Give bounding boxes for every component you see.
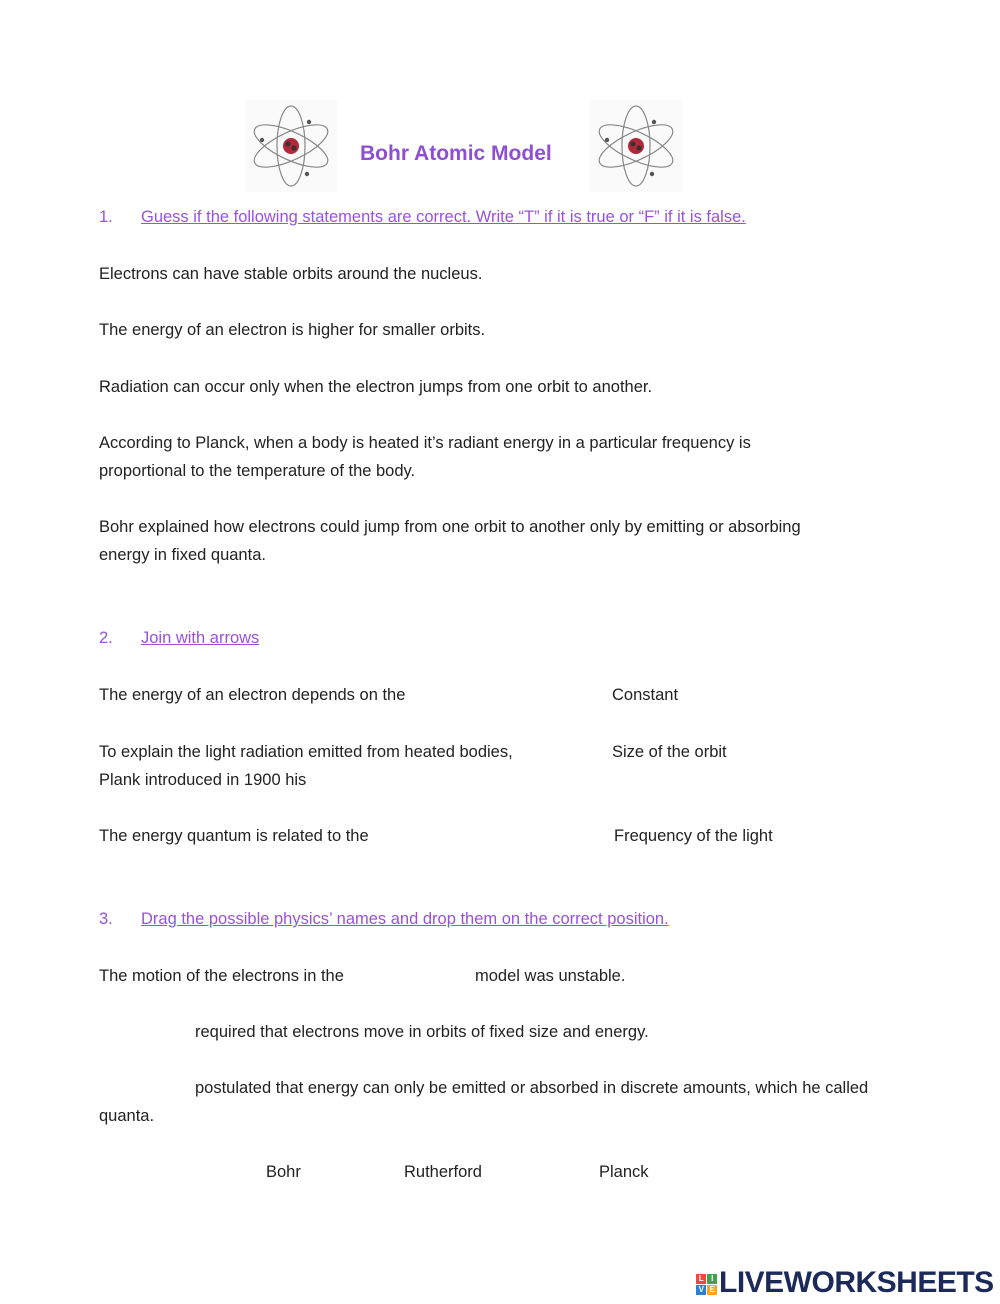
section3-instruction: Drag the possible physics’ names and drop them on the correct position. <box>141 910 669 928</box>
sentence-2: required that electrons move in orbits of fixed size and energy. <box>195 1023 649 1041</box>
drop-zone-1[interactable] <box>358 962 468 990</box>
atom-icon-right <box>590 100 682 192</box>
atom-icon <box>590 100 682 192</box>
sentence-3-line1: postulated that energy can only be emitted or absorbed in discrete amounts, which he called <box>195 1079 869 1097</box>
logo-badge-icon <box>696 1274 717 1295</box>
statement-2: The energy of an electron is higher for smaller orbits. <box>99 321 486 339</box>
logo-badge-l: L <box>696 1274 706 1284</box>
draggable-name-rutherford[interactable]: Rutherford <box>404 1163 482 1181</box>
draggable-name-bohr[interactable]: Bohr <box>266 1163 301 1181</box>
section3-heading <box>99 910 959 934</box>
section1-heading <box>99 208 959 232</box>
statement-3: Radiation can occur only when the electron jumps from one orbit to another. <box>99 378 653 396</box>
statement-5-line2: energy in fixed quanta. <box>99 546 266 564</box>
section2-heading <box>99 629 499 653</box>
liveworksheets-logo <box>696 1266 994 1300</box>
section1-number: 1. <box>99 208 113 226</box>
sentence-1-start: The motion of the electrons in the <box>99 967 344 985</box>
sentence-1-end: model was unstable. <box>475 967 626 985</box>
join-left-2-line1: To explain the light radiation emitted from heated bodies, <box>99 743 513 761</box>
draggable-name-planck[interactable]: Planck <box>599 1163 649 1181</box>
join-right-2[interactable]: Size of the orbit <box>612 743 727 761</box>
drop-zone-2[interactable] <box>99 1018 189 1046</box>
statement-1: Electrons can have stable orbits around the nucleus. <box>99 265 483 283</box>
statement-4-line1: According to Planck, when a body is heated it’s radiant energy in a particular frequency is <box>99 434 751 452</box>
section2-number: 2. <box>99 629 113 647</box>
logo-badge-i: I <box>707 1274 717 1284</box>
page-title: Bohr Atomic Model <box>360 142 552 165</box>
section2-instruction: Join with arrows <box>141 629 260 647</box>
logo-badge-v: V <box>696 1285 706 1295</box>
atom-icon-left <box>245 100 337 192</box>
join-left-1: The energy of an electron depends on the <box>99 686 406 704</box>
sentence-3-line2: quanta. <box>99 1107 155 1125</box>
join-right-1[interactable]: Constant <box>612 686 679 704</box>
section3-number: 3. <box>99 910 113 928</box>
logo-text: LIVEWORKSHEETS <box>719 1266 994 1299</box>
join-left-3: The energy quantum is related to the <box>99 827 369 845</box>
logo-badge-e: E <box>707 1285 717 1295</box>
drop-zone-3[interactable] <box>99 1074 189 1102</box>
statement-4-line2: proportional to the temperature of the body. <box>99 462 416 480</box>
join-right-3[interactable]: Frequency of the light <box>614 827 773 845</box>
atom-icon <box>245 100 337 192</box>
join-left-2-line2: Plank introduced in 1900 his <box>99 771 307 789</box>
section1-instruction: Guess if the following statements are correct. Write “T” if it is true or “F” if it is false. <box>141 208 746 226</box>
statement-5-line1: Bohr explained how electrons could jump from one orbit to another only by emitting or absorbing <box>99 518 801 536</box>
